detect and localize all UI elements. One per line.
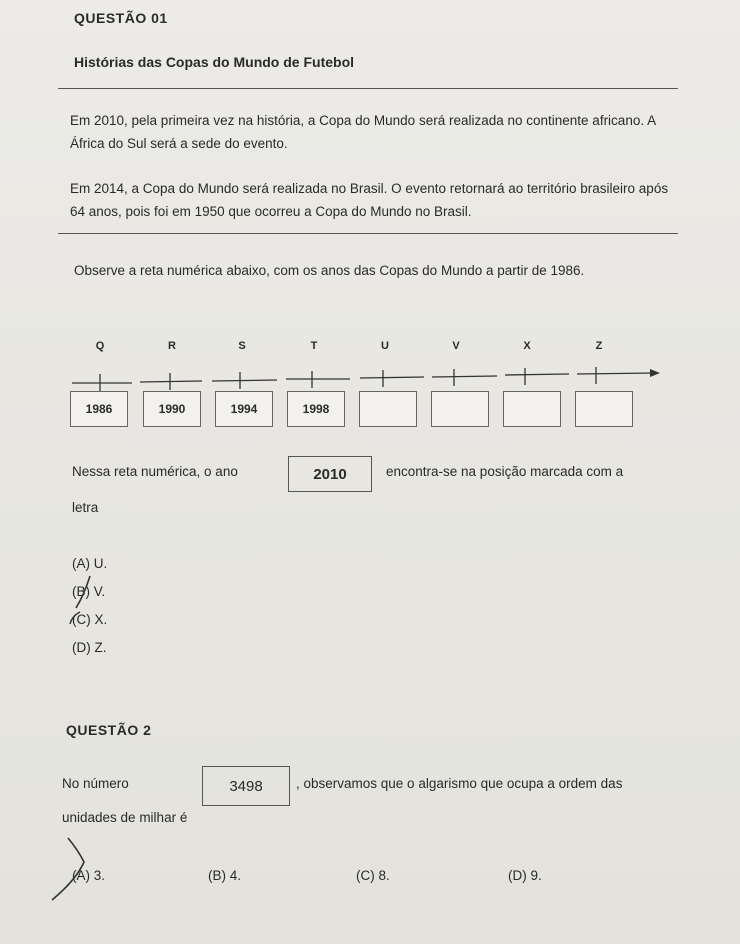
question-1-subtitle: Histórias das Copas do Mundo de Futebol [74, 54, 355, 70]
year-box-3: 1994 [215, 391, 273, 427]
question-1-option-c[interactable] [72, 612, 107, 627]
question-1-option-d[interactable] [72, 640, 107, 655]
number-line-letter-t: T [310, 340, 318, 352]
year-box-1: 1986 [70, 391, 128, 427]
question-1-text-part3: letra [72, 500, 99, 515]
number-line-letter-z: Z [595, 340, 603, 352]
question-1-text-part1: Nessa reta numérica, o ano [72, 464, 238, 479]
question-1-title: QUESTÃO 01 [74, 10, 168, 26]
option-text: 3. [93, 868, 106, 883]
year-box-2: 1990 [143, 391, 201, 427]
question-2-option-b[interactable] [208, 868, 241, 883]
question-2-text-part1: No número [62, 776, 129, 791]
number-line-letter-s: S [238, 340, 246, 352]
option-letter: (B) [72, 584, 90, 599]
number-line-instruction: Observe a reta numérica abaixo, com os anos das Copas do Mundo a partir de 1986. [74, 263, 585, 278]
question-2-text-part3: unidades de milhar é [62, 810, 188, 825]
number-line [72, 364, 662, 394]
option-letter: (A) [72, 868, 90, 883]
context-text-box [58, 88, 678, 234]
option-letter: (A) [72, 556, 90, 571]
option-text: V. [93, 584, 106, 599]
option-letter: (D) [72, 640, 91, 655]
question-2-number-box: 3498 [202, 766, 290, 806]
question-2-text-part2: , observamos que o algarismo que ocupa a ordem das [296, 776, 623, 791]
option-text: Z. [94, 640, 107, 655]
question-1-option-b[interactable] [72, 584, 105, 599]
option-text: 8. [378, 868, 390, 883]
context-paragraph-2: Em 2014, a Copa do Mundo será realizada no Brasil. O evento retornará ao território brasileiro após 64 anos, pois foi em 1950 que ocorreu a Copa do Mundo no Brasil. [70, 181, 669, 219]
option-text: 9. [530, 868, 542, 883]
question-2-option-a[interactable] [72, 868, 105, 883]
number-line-letter-r: R [168, 340, 176, 352]
question-1-option-a[interactable] [72, 556, 107, 571]
question-1-text-part2: encontra-se na posição marcada com a [386, 464, 624, 479]
number-line-letter-u: U [381, 340, 389, 352]
question-2-option-d[interactable] [508, 868, 542, 883]
option-letter: (C) [356, 868, 375, 883]
context-paragraph-1: Em 2010, pela primeira vez na história, a Copa do Mundo será realizada no continente africano. A África do Sul será a sede do evento. [70, 113, 656, 151]
question-1-year-box: 2010 [288, 456, 372, 492]
number-line-letter-x: X [523, 340, 531, 352]
arrow-head-icon [650, 369, 660, 377]
year-box-5 [359, 391, 417, 427]
year-box-4: 1998 [287, 391, 345, 427]
option-text: X. [94, 612, 108, 627]
option-letter: (D) [508, 868, 527, 883]
question-2-option-c[interactable] [356, 868, 390, 883]
year-box-8 [575, 391, 633, 427]
option-letter: (C) [72, 612, 91, 627]
year-box-7 [503, 391, 561, 427]
number-line-letter-v: V [452, 340, 460, 352]
option-text: U. [93, 556, 108, 571]
option-text: 4. [229, 868, 242, 883]
number-line-letter-q: Q [95, 340, 105, 352]
year-box-6 [431, 391, 489, 427]
option-letter: (B) [208, 868, 226, 883]
question-2-title: QUESTÃO 2 [66, 722, 152, 738]
